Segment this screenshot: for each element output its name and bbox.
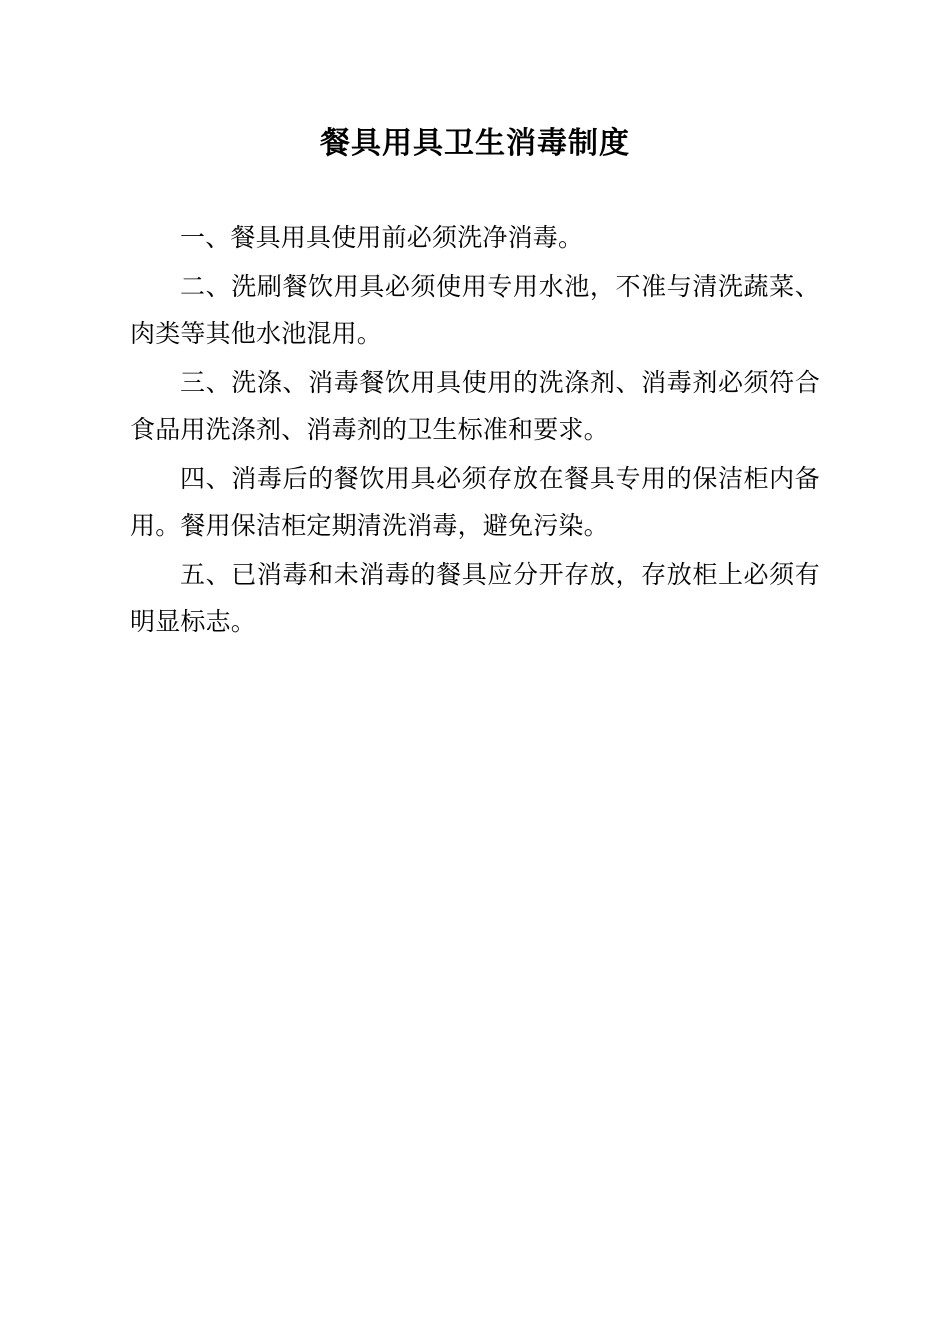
paragraph-item: 一、餐具用具使用前必须洗净消毒。 [180, 223, 584, 252]
paragraph-item: 四、消毒后的餐饮用具必须存放在餐具专用的保洁柜内备用。餐用保洁柜定期清洗消毒，避免污染。 [130, 464, 820, 540]
paragraph-item: 二、洗刷餐饮用具必须使用专用水池，不准与清洗蔬菜、肉类等其他水池混用。 [130, 272, 820, 348]
paragraph-item: 三、洗涤、消毒餐饮用具使用的洗涤剂、消毒剂必须符合食品用洗涤剂、消毒剂的卫生标准和要求。 [130, 368, 820, 444]
document-body [130, 162, 820, 645]
page-title: 餐具用具卫生消毒制度 [320, 126, 630, 161]
paragraph-item: 五、已消毒和未消毒的餐具应分开存放，存放柜上必须有明显标志。 [130, 560, 820, 636]
